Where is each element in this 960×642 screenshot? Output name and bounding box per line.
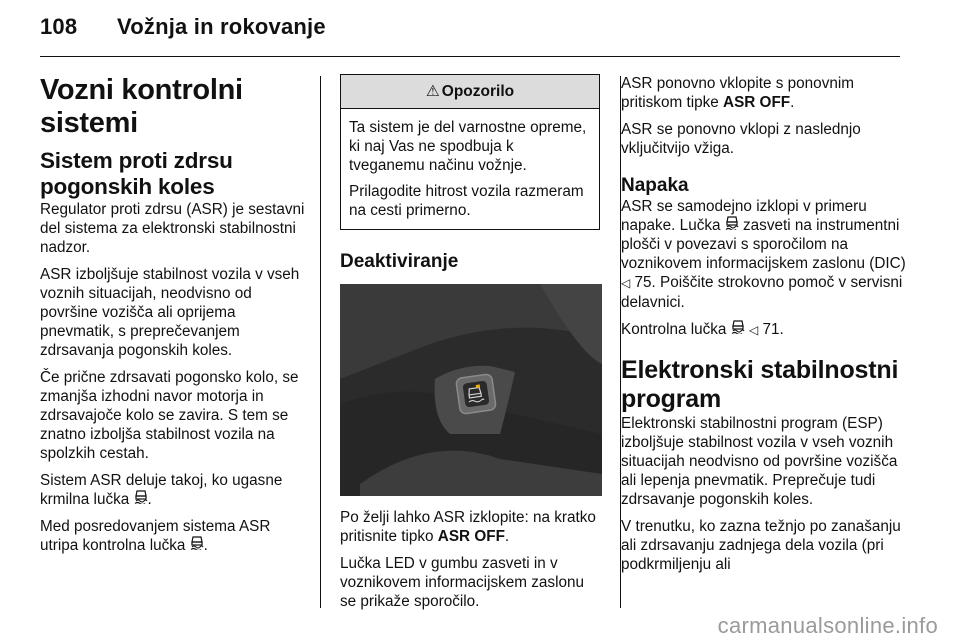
asr-off-button-photo bbox=[340, 284, 602, 496]
paragraph-end: . bbox=[779, 321, 784, 338]
traction-control-warning-icon bbox=[134, 490, 148, 509]
chapter-title: Vožnja in rokovanje bbox=[117, 14, 326, 39]
warning-triangle-icon: ⚠ bbox=[425, 83, 440, 100]
paragraph: ASR izboljšuje stabilnost vozila v vseh voznih situacijah, neodvisno od površine vozišča ali oprijema pnevmatik, s preprečevanjem zdrsavanja pogonskih koles. bbox=[40, 266, 300, 359]
paragraph bbox=[340, 508, 604, 546]
page-reference-link[interactable]: 75 bbox=[634, 274, 652, 291]
column-1 bbox=[40, 74, 308, 563]
page-reference-arrow-icon: ◁ bbox=[748, 323, 759, 337]
subsection-title-esp: Elektronski stabilnostni program bbox=[621, 356, 899, 413]
warning-box bbox=[340, 74, 600, 230]
subsection-title-fault: Napaka bbox=[621, 175, 689, 196]
paragraph bbox=[40, 471, 308, 509]
paragraph-end: . bbox=[790, 94, 795, 111]
header-rule bbox=[40, 56, 900, 57]
traction-control-warning-icon bbox=[725, 216, 739, 235]
paragraph-text: Sistem ASR deluje takoj, ko ugasne krmilna lučka bbox=[40, 472, 283, 508]
warning-paragraph: Prilagodite hitrost vozila razmeram na cesti primerno. bbox=[349, 183, 584, 219]
paragraph: Regulator proti zdrsu (ASR) je sestavni del sistema za elektronski stabilnostni nadzor. bbox=[40, 201, 305, 256]
paragraph bbox=[621, 197, 911, 312]
paragraph: V trenutku, ko zazna težnjo po zanašanju ali zdrsavanju zadnjega dela vozila (pri podkrmiljenju ali bbox=[621, 518, 901, 573]
paragraph: Lučka LED v gumbu zasveti in v voznikovem informacijskem zaslonu se prikaže sporočilo. bbox=[340, 555, 584, 610]
paragraph-end: . bbox=[203, 537, 208, 554]
paragraph-end: . bbox=[504, 528, 510, 545]
paragraph bbox=[40, 517, 308, 555]
paragraph-text: ASR se samodejno izklopi v primeru napake. Lučka bbox=[621, 198, 867, 234]
page-reference-arrow-icon: ◁ bbox=[621, 276, 631, 290]
warning-body bbox=[341, 109, 599, 229]
paragraph bbox=[621, 320, 911, 340]
column-3 bbox=[621, 74, 911, 582]
warning-title: Opozorilo bbox=[441, 82, 515, 100]
traction-control-warning-icon bbox=[190, 536, 204, 555]
page-reference-link[interactable]: 71 bbox=[762, 321, 780, 338]
paragraph-end: . bbox=[147, 491, 152, 508]
subsection-title-deactivation: Deaktiviranje bbox=[340, 251, 459, 272]
asr-off-key-label: ASR OFF bbox=[723, 94, 791, 111]
page-number: 108 bbox=[40, 14, 78, 39]
column-divider-1 bbox=[320, 76, 321, 608]
asr-off-key-label: ASR OFF bbox=[437, 528, 505, 545]
paragraph bbox=[621, 74, 911, 112]
asr-button-illustration bbox=[340, 284, 602, 496]
paragraph-text: . Poiščite strokovno pomoč v servisni delavnici. bbox=[621, 274, 903, 311]
paragraph-text: ASR ponovno vklopite s ponovnim pritiskom tipke bbox=[621, 75, 854, 111]
paragraph: Če prične zdrsavati pogonsko kolo, se zmanjša izhodni navor motorja in zdrsavajoče kolo se zavira. S tem se znatno izboljša stabilnost vozila na spolzkih cestah. bbox=[40, 369, 299, 462]
warning-paragraph: Ta sistem je del varnostne opreme, ki naj Vas ne spodbuja k tveganemu načinu vožnje. bbox=[349, 119, 587, 174]
paragraph-text: zasveti na instrumentni plošči v povezavi s sporočilom na voznikovem informacijskem zaslonu (DIC) bbox=[621, 217, 906, 272]
column-2 bbox=[340, 74, 604, 619]
paragraph: ASR se ponovno vklopi z naslednjo vključitvijo vžiga. bbox=[621, 121, 861, 157]
section-title: Vozni kontrolni sistemi bbox=[40, 74, 243, 139]
warning-header bbox=[341, 75, 599, 109]
paragraph-text: Kontrolna lučka bbox=[621, 321, 727, 338]
watermark: carmanualsonline.info bbox=[717, 613, 938, 638]
paragraph-text: Po želji lahko ASR izklopite: na kratko pritisnite tipko bbox=[340, 509, 596, 545]
paragraph-text: Med posredovanjem sistema ASR utripa kontrolna lučka bbox=[40, 518, 271, 554]
subsection-title-asr: Sistem proti zdrsu pogonskih koles bbox=[40, 148, 233, 199]
paragraph: Elektronski stabilnostni program (ESP) izboljšuje stabilnost vozila v vseh voznih situacijah neodvisno od površine vozišča ali lepenja pnevmatik. Preprečuje tudi zdrsavanje pogonskih koles. bbox=[621, 415, 898, 508]
traction-control-warning-icon bbox=[731, 320, 745, 339]
